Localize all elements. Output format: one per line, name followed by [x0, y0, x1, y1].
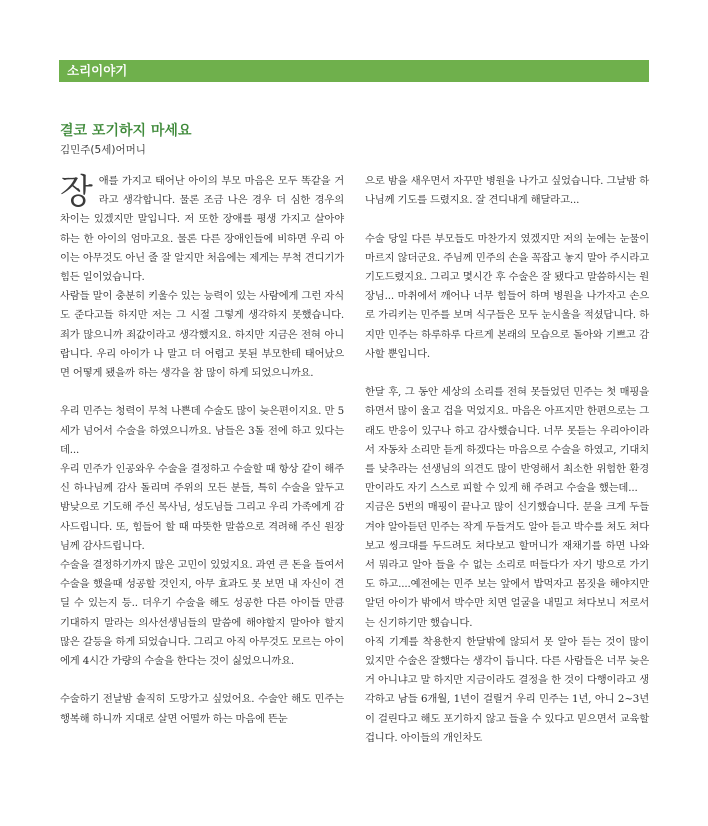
section-label: 소리이야기: [67, 63, 128, 78]
paragraph: 한달 후, 그 동안 세상의 소리를 전혀 못들었던 민주는 첫 매핑을 하면서 많이 울고 겁을 먹었지요. 마음은 아프지만 한편으로는 그래도 반응이 있구나 하고 감사했습니다. 너무 못듣는 우리아이라서 자동차 소리만 듣게 하겠다는 마음으로 수술을 하였고, 기대치를 낮추라는 선생님의 의견도 많이 반영해서 최소한 위험한 환경만이라도 자기 스스로 피할 수 있게 해 주려고 수술을 했는데...: [365, 386, 649, 495]
paragraph: 우리 민주는 청력이 무척 나쁜데 수술도 많이 늦은편이지요. 만 5세가 넘어서 수술을 하였으니까요. 남들은 3돌 전에 하고 있다는데...: [60, 405, 344, 456]
paragraph: 사람들 말이 충분히 키울수 있는 능력이 있는 사람에게 그런 자식도 준다고들 하지만 저는 그 시절 그렇게 생각하지 못했습니다. 죄가 많으니까 죄값이라고 생각했지요. 하지만 지금은 전혀 아니랍니다. 우리 아이가 나 말고 더 어렵고 못된 부모한테 태어났으면 어떻게 됐을까 하는 생각을 참 많이 하게 되었으니까요.: [60, 290, 344, 380]
article-column-right: [365, 172, 649, 748]
paragraph: 수술을 결정하기까지 많은 고민이 있었지요. 과연 큰 돈을 들여서 수술을 했을때 성공할 것인지, 아무 효과도 못 보면 내 자신이 견딜 수 있는지 등.. 더우기 수술을 해도 성공한 다른 아이들 만큼 기대하지 말라는 의사선생님들의 말씀에 해야할지 말아야 할지 많은 갈등을 하게 되었습니다. 그리고 아직 아무것도 모르는 아이에게 4시간 가량의 수술을 한다는 것이 싫었으니까요.: [60, 559, 344, 668]
paragraph: 우리 민주가 인공와우 수술을 결정하고 수술할 때 항상 같이 해주신 하나님께 감사 돌리며 주위의 모든 분들, 특히 수술을 앞두고 밤낮으로 기도해 주신 목사님, 성도님들 그리고 우리 가족에게 감사드립니다. 또, 힘들어 할 때 따뜻한 말씀으로 격려해 주신 원장님께 감사드립니다.: [60, 463, 344, 552]
drop-cap: 장: [60, 172, 93, 212]
article-column-left: [60, 172, 344, 729]
paragraph: 아직 기계를 착용한지 한달밖에 않되서 못 알아 듣는 것이 많이 있지만 수술은 잘했다는 생각이 듭니다. 다른 사람들은 너무 늦은거 아니냐고 말 하지만 지금이라도 결정을 한 것이 다행이라고 생각하고 남들 6개월, 1년이 걸릴거 우리 민주는 1년, 아니 2~3년이 걸린다고 해도 포기하지 않고 들을 수 있다고 믿으면서 교육할 겁니다. 아이들의 개인차도: [365, 635, 649, 744]
paragraph: 지금은 5번의 매핑이 끝나고 많이 신기했습니다. 문을 크게 두들겨야 알아듣던 민주는 작게 두들겨도 알아 듣고 박수를 쳐도 쳐다보고 씽크대를 두드려도 쳐다보고 할머니가 재채기를 하면 나와서 뭐라고 알아 들을 수 없는 소리로 떠들다가 자기 방으로 가기도 하고....예전에는 민주 보는 앞에서 밥먹자고 몸짓을 해야지만 알던 아이가 밖에서 박수만 치면 얼굴을 내밀고 쳐다보니 저로서는 신기하기만 했습니다.: [365, 501, 649, 629]
article-author: 김민주(5세)어머니: [60, 144, 146, 156]
section-header-bar: [59, 60, 649, 82]
paragraph: 수술하기 전날밤 솔직히 도망가고 싶었어요. 수술안 해도 민주는 행복해 하니까 지대로 살면 어떨까 하는 마음에 뜬눈: [60, 693, 344, 725]
article-title: 결코 포기하지 마세요: [60, 123, 192, 139]
paragraph: 장애를 가지고 태어난 아이의 부모 마음은 모두 똑같을 거라고 생각합니다. 물론 조금 나은 경우 더 심한 경우의 차이는 있겠지만 말입니다. 저 또한 장애를 평생 가지고 살아야 하는 한 아이의 엄마고요. 물론 다른 장애인들에 비하면 우리 아이는 아무것도 아닌 줄 잘 알지만 처음에는 제게는 무척 견디기가 힘든 일이었습니다.: [60, 172, 344, 284]
paragraph: 수술 당일 다른 부모들도 마찬가지 였겠지만 저의 눈에는 눈물이 마르지 않더군요. 주님께 민주의 손을 꼭잡고 놓지 말아 주시라고 기도드렸지요. 그리고 몇시간 후 수술은 잘 됐다고 말씀하시는 원장님... 마취에서 깨어나 너무 힘들어 하며 병원을 나가자고 손으로 가리키는 민주를 보며 식구들은 모두 눈시울을 적셨답니다. 하지만 민주는 하루하루 다르게 본래의 모습으로 돌아와 기쁘고 감사할 뿐입니다.: [365, 232, 649, 360]
paragraph: 으로 밤을 새우면서 자꾸만 병원을 나가고 싶었습니다. 그날밤 하나님께 기도를 드렸지요. 잘 견디내게 해달라고...: [365, 175, 649, 207]
